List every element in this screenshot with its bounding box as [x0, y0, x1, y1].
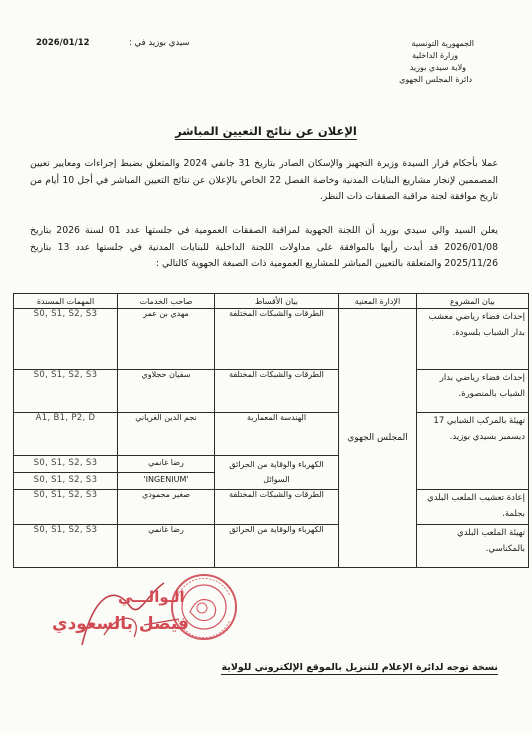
paragraph-intro: عملا بأحكام قرار السيدة وزيرة التجهيز والإسكان الصادر بتاريخ 31 جانفي 2024 والمتعلق بضبط إجراءات ومعايير تعيين المصممين لإنجاز مشاريع البنايات المدنية وخاصة الفصل 22 الخاص بالإعلان عن نتائج التعيين المباشر في أجل 10 أيام من تاريخ موافقة لجنة مراقبة الصفقات ذات النظر. [30, 158, 498, 202]
header-project: بيان المشروع [417, 294, 529, 309]
document-date: 2026/01/12 [36, 38, 90, 48]
lot-cell: الطرقات والشبكات المختلفة [215, 489, 339, 524]
table-row [14, 525, 529, 568]
lot-line: الكهرباء والوقاية من الحرائق [229, 460, 324, 470]
lot-cell [215, 455, 339, 489]
project-cell: تهيئة بالمركب الشبابي 17 ديسمبر بسيدي بوزيد. [417, 412, 529, 489]
owner-cell: سفيان حجلاوي [118, 370, 215, 413]
header-country: الجمهورية التونسية [411, 39, 474, 48]
header-department: دائرة المجلس الجهوي [399, 75, 472, 84]
project-cell: تهيئة الملعب البلدي بالمكناسي. [417, 525, 529, 568]
header-block [336, 38, 476, 86]
header-lots: بيان الأقساط [215, 294, 339, 309]
header-ministry: وزارة الداخلية [412, 51, 458, 60]
results-table [13, 293, 529, 568]
header-owner: صاحب الخدمات [118, 294, 215, 309]
table-row [14, 309, 529, 370]
owner-cell: نجم الدين الغرياني [118, 412, 215, 455]
lot-cell: الطرقات والشبكات المختلفة [215, 370, 339, 413]
paragraph-announcement: يعلن السيد والي سيدي بوزيد أن اللجنة الجهوية لمراقبة الصفقات العمومية في جلستها عدد 01 لسنة 2026 بتاريخ 2026/01/08 قد أبدت رأيها بالموافقة على مداولات اللجنة الداخلية للبنايات المدنية في جلستها عدد 13 بتاريخ 2025/11/26 والمتعلقة بالتعيين المباشر للمشاريع العمومية ذات الصبغة الجهوية كالتالي : [30, 225, 499, 269]
governor-title: الـوالـــي [118, 588, 185, 606]
missions-cell: S0, S1, S2, S3 [14, 370, 118, 413]
table-row [14, 412, 529, 455]
missions-cell: S0, S1, S2, S3 [14, 472, 118, 489]
owner-cell: صغير محمودي [118, 489, 215, 524]
date-place: سيدي بوزيد في : [128, 38, 190, 48]
missions-cell: S0, S1, S2, S3 [14, 309, 118, 370]
header-administration: الإدارة المعنية [339, 294, 417, 309]
table-row [14, 370, 529, 413]
lot-cell: الهندسة المعمارية [215, 412, 339, 455]
header-state: ولاية سيدي بوزيد [409, 63, 466, 72]
missions-cell: A1, B1, P2, D [14, 412, 118, 455]
owner-cell: 'INGENIUM' [118, 472, 215, 489]
administration-cell: المجلس الجهوي [339, 309, 417, 568]
table-row [14, 489, 529, 524]
lot-cell: الطرقات والشبكات المختلفة [215, 309, 339, 370]
owner-cell: رضا غانمي [118, 525, 215, 568]
date-line [36, 38, 190, 48]
project-cell: إحداث فضاء رياضي معشب بدار الشباب بلسودة. [417, 309, 529, 370]
missions-cell: S0, S1, S2, S3 [14, 455, 118, 472]
project-cell: إعادة تعشيب الملعب البلدي بجلمة. [417, 489, 529, 524]
lot-cell: الكهرباء والوقاية من الحرائق [215, 525, 339, 568]
page-title: الإعلان عن نتائج التعيين المباشر [175, 124, 357, 138]
handwritten-signature [74, 575, 184, 650]
table-header-row [14, 294, 529, 309]
lot-line: السوائل [263, 475, 290, 485]
header-missions: المهمات المسندة [14, 294, 118, 309]
project-cell: إحداث فضاء رياضي بدار الشباب بالمنصورة. [417, 370, 529, 413]
missions-cell: S0, S1, S2, S3 [14, 525, 118, 568]
owner-cell: مهدي بن عمر [118, 309, 215, 370]
missions-cell: S0, S1, S2, S3 [14, 489, 118, 524]
governor-name: فيصل بالسعودي [52, 614, 189, 634]
footer-note: نسخة توجه لدائرة الإعلام للتنزيل بالموقع الإلكتروني للولاية [221, 662, 498, 673]
owner-cell: رضا غانمي [118, 455, 215, 472]
